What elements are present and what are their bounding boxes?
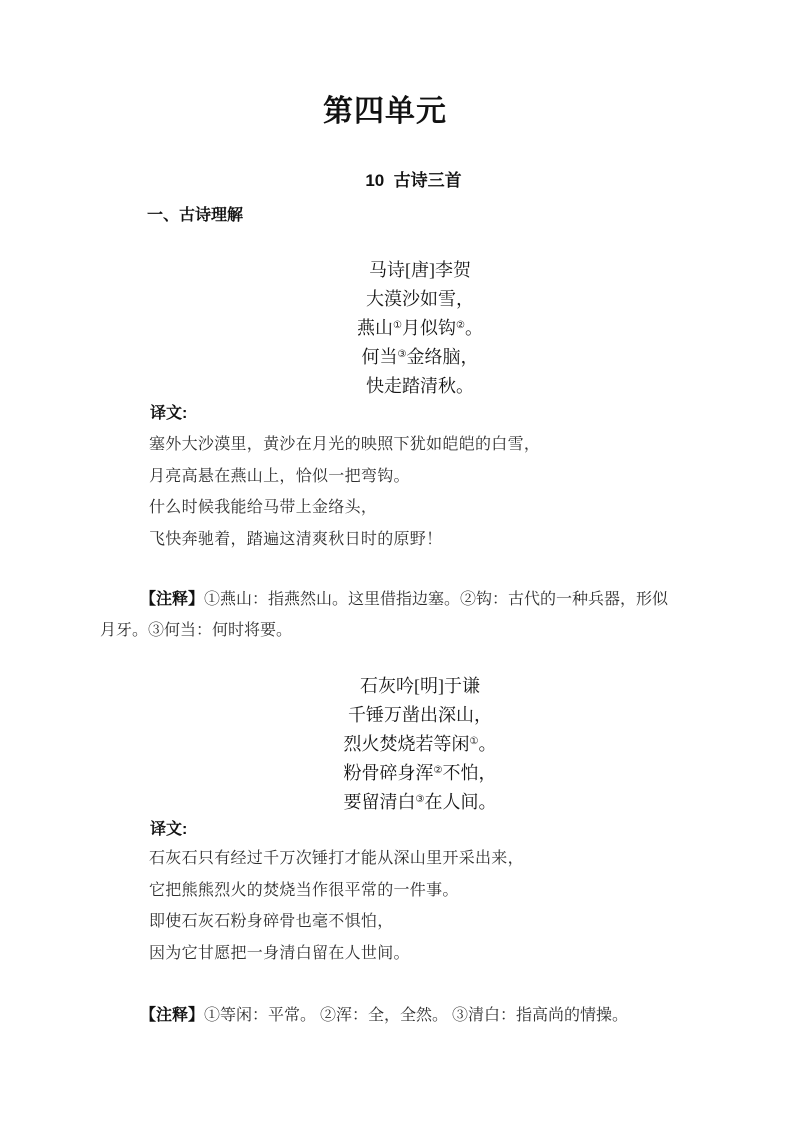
poem-line: 快走踏清秋。	[366, 376, 474, 396]
translation-line: 什么时候我能给马带上金络头，	[149, 499, 378, 516]
translation-line: 塞外大沙漠里，黄沙在月光的映照下犹如皑皑的白雪，	[149, 436, 541, 453]
translation-label: 译文:	[150, 405, 188, 422]
note-line: 【注释】①等闲：平常。 ②浑：全，全然。 ③清白：指高尚的情操。	[140, 1007, 629, 1024]
poem-line: 要留清白③在人间。	[343, 792, 497, 812]
poem-line: 烈火焚烧若等闲①。	[343, 734, 497, 754]
translation-line: 它把熊熊烈火的焚烧当作很平常的一件事。	[149, 881, 459, 899]
translation-line: 月亮高悬在燕山上，恰似一把弯钩。	[149, 467, 410, 485]
notes-poem-1	[100, 585, 700, 646]
translation-line: 石灰石只有经过千万次锤打才能从深山里开采出来，	[149, 850, 524, 867]
translation-poem-2	[100, 843, 700, 969]
note-line: 【注释】①燕山：指燕然山。这里借指边塞。②钩：古代的一种兵器，形似	[140, 591, 669, 608]
poem-line: 千锤万凿出深山，	[348, 705, 492, 725]
poem-line: 燕山①月似钩②。	[357, 318, 483, 338]
note-line: 月牙。③何当：何时将要。	[100, 621, 293, 639]
unit-title: 第四单元	[323, 95, 447, 128]
poem-line: 大漠沙如雪，	[366, 289, 474, 309]
translation-label: 译文:	[150, 821, 188, 838]
poem-title: 马诗[唐]李贺	[369, 260, 471, 280]
notes-poem-2	[100, 1001, 700, 1032]
translation-poem-1	[100, 429, 700, 555]
poem-title: 石灰吟[明]于谦	[360, 676, 480, 696]
poem-ma-shi	[100, 256, 700, 401]
poem-line: 何当③金络脑，	[361, 347, 479, 367]
translation-line: 因为它甘愿把一身清白留在人世间。	[149, 944, 410, 962]
lesson-title: 10 古诗三首	[365, 171, 462, 190]
poem-line: 粉骨碎身浑②不怕，	[343, 763, 497, 783]
poem-shi-hui-yin	[100, 672, 700, 817]
translation-line: 即使石灰石粉身碎骨也毫不惧怕，	[149, 913, 394, 930]
section-heading: 一、古诗理解	[147, 207, 244, 224]
translation-line: 飞快奔驰着，踏遍这清爽秋日时的原野！	[149, 530, 443, 548]
